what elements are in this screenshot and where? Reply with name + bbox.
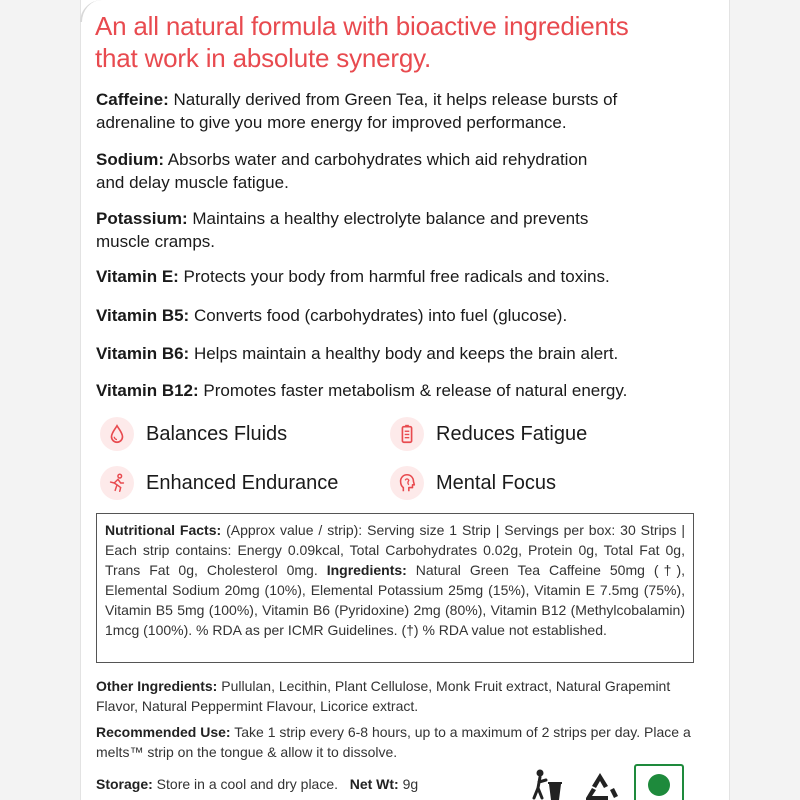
benefit-label: Balances Fluids [146,422,288,445]
ingredient-name: Vitamin B12: [96,381,199,400]
benefit-label: Enhanced Endurance [146,471,339,494]
other-ingredients [96,676,696,716]
recycle-icon [578,770,622,800]
ingredient-desc: Protects your body from harmful free radicals and toxins. [178,267,610,286]
headline [95,10,715,74]
ingredient-name: Vitamin B6: [96,344,190,363]
ingredient-name: Vitamin E: [96,267,179,286]
ingredient-vitamin-b12 [96,379,706,402]
benefit-balances-fluids [100,417,287,451]
ingredient-name: Potassium: [96,209,188,228]
benefit-label: Reduces Fatigue [436,422,588,445]
benefit-enhanced-endurance [100,466,338,500]
ingredient-vitamin-b6 [96,342,706,365]
headline-line-2: that work in absolute synergy. [95,43,432,73]
recommended-use [96,722,696,762]
ingredients-text: Natural Green Tea Caffeine 50mg (†), Elemental Sodium 20mg (10%), Elemental Potassium 25mg (15%), Vitamin E 7.5mg (75%), Vitamin B5 5mg (100%), Vitamin B6 (Pyridoxine) 2mg (80%), Vitamin B12 (Methylcobalamin) 1mcg (100%). % RDA as per ICMR Guidelines. (†) % RDA value not established. [105,562,685,638]
other-ingredients-text: Pullulan, Lecithin, Plant Cellulose, Monk Fruit extract, Natural Grapemint Flavor, Natural Peppermint Flavour, Licorice extract. [96,678,671,714]
benefit-label: Mental Focus [436,471,557,494]
head-brain-icon [390,466,424,500]
ingredient-desc: muscle cramps. [96,232,216,251]
nutritional-facts-box [96,513,694,663]
ingredient-name: Sodium: [96,150,164,169]
recommended-use-text: Take 1 strip every 6-8 hours, up to a maximum of 2 strips per day. Place a melts™ strip on the tongue & allow it to dissolve. [96,724,691,760]
running-person-icon [100,466,134,500]
benefit-reduces-fatigue [390,417,587,451]
other-ingredients-label: Other Ingredients: [96,678,218,694]
water-drop-icon [100,417,134,451]
ingredient-potassium [96,207,706,253]
benefit-mental-focus [390,466,556,500]
net-weight-value: 9g [398,776,419,792]
ingredient-desc: Converts food (carbohydrates) into fuel (glucose). [189,306,568,325]
battery-icon [390,417,424,451]
ingredient-caffeine [96,88,706,134]
veg-dot [648,774,670,796]
facts-title: Nutritional Facts: [105,522,222,538]
ingredient-desc: Naturally derived from Green Tea, it helps release bursts of [168,90,618,109]
ingredients-label: Ingredients: [326,562,407,578]
ingredient-name: Caffeine: [96,90,169,109]
dispose-responsibly-icon [530,768,564,800]
ingredient-desc: Absorbs water and carbohydrates which aid rehydration [164,150,588,169]
ingredient-vitamin-e [96,265,706,288]
ingredient-desc: Helps maintain a healthy body and keeps the brain alert. [189,344,619,363]
ingredient-name: Vitamin B5: [96,306,190,325]
facts-text: (Approx value / strip): Serving size 1 Strip | Servings per box: 30 Strips | Each strip contains: Energy 0.09kcal, Total Carbohydrates 0.02g, Protein 0g, Total Fat 0g, Trans Fat 0g, Cholesterol 0mg. [105,522,685,578]
ingredient-sodium [96,148,706,194]
storage-text: Store in a cool and dry place. [152,776,339,792]
veg-symbol-icon [634,764,684,800]
net-weight-label: Net Wt: [349,776,399,792]
ingredient-desc: adrenaline to give you more energy for improved performance. [96,113,567,132]
storage-label: Storage: [96,776,153,792]
headline-line-1: An all natural formula with bioactive ingredients [95,11,629,41]
recommended-use-label: Recommended Use: [96,724,231,740]
ingredient-vitamin-b5 [96,304,706,327]
ingredient-desc: Promotes faster metabolism & release of natural energy. [198,381,628,400]
storage [96,774,516,794]
ingredient-desc: Maintains a healthy electrolyte balance and prevents [187,209,589,228]
ingredient-desc: and delay muscle fatigue. [96,173,289,192]
